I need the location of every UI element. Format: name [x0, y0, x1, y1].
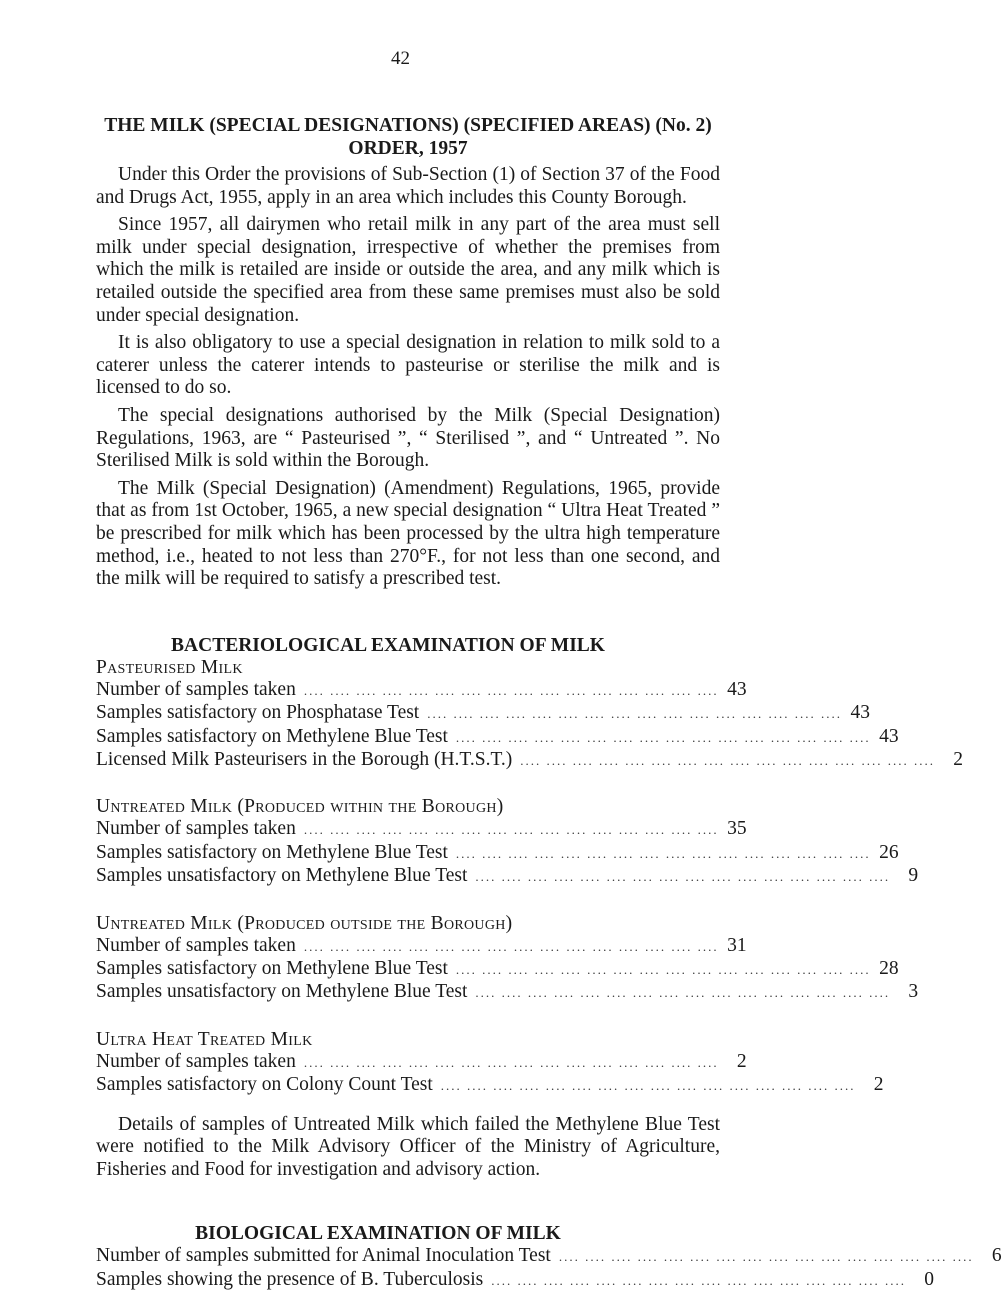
notification-paragraph: Details of samples of Untreated Milk which failed the Methylene Blue Test were notified to the Milk Advisory Officer of the Ministry of Agriculture, Fisheries and Food for investigation and advisory action.	[96, 1113, 720, 1180]
table-row: Number of samples taken .... .... .... .... .... .... .... .... .... .... .... .... .... .... .... .... 31	[96, 934, 747, 956]
table-row: Number of samples taken .... .... .... .... .... .... .... .... .... .... .... .... .... .... .... .... 35	[96, 818, 747, 840]
table-row: Samples satisfactory on Phosphatase Test .... .... .... .... .... .... .... .... .... .... .... .... .... .... .... .... 43	[96, 702, 870, 724]
subhead-untreated-outside: Untreated Milk (Produced outside the Borough)	[96, 912, 513, 934]
order-heading-line1: THE MILK (SPECIAL DESIGNATIONS) (SPECIFIED AREAS) (No. 2)	[104, 115, 712, 136]
subhead-ultra-heat-treated: Ultra Heat Treated Milk	[96, 1028, 313, 1050]
table-row: Number of samples taken .... .... .... .... .... .... .... .... .... .... .... .... .... .... .... .... 43	[96, 678, 747, 700]
paragraph-3: It is also obligatory to use a special designation in relation to milk sold to a caterer unless the caterer intends to pasteurise or sterilise the milk and is licensed to do so.	[96, 332, 720, 399]
subhead-untreated-within: Untreated Milk (Produced within the Borough)	[96, 796, 504, 818]
page-number: 42	[391, 48, 410, 69]
table-row: Licensed Milk Pasteurisers in the Borough (H.T.S.T.) .... .... .... .... .... .... .... .... .... .... .... .... .... .... .... .... 2	[96, 748, 964, 770]
order-heading-line2: ORDER, 1957	[348, 138, 468, 159]
paragraph-5: The Milk (Special Designation) (Amendment) Regulations, 1965, provide that as from 1st October, 1965, a new special designation “ Ultra Heat Treated ” be prescribed for milk which has been processed by the ultra high temperature method, i.e., heated to not less than 270°F., for not less than one second, and the milk will be required to satisfy a prescribed test.	[96, 477, 720, 590]
table-row: Samples satisfactory on Colony Count Test .... .... .... .... .... .... .... .... .... .... .... .... .... .... .... .... 2	[96, 1074, 884, 1096]
table-row: Samples unsatisfactory on Methylene Blue Test .... .... .... .... .... .... .... .... .... .... .... .... .... .... .... .... 9	[96, 865, 919, 887]
table-row: Samples satisfactory on Methylene Blue Test .... .... .... .... .... .... .... .... .... .... .... .... .... .... .... .... 28	[96, 957, 899, 979]
subhead-pasteurised: Pasteurised Milk	[96, 656, 243, 678]
page-content	[96, 114, 1002, 1292]
table-row: Number of samples taken .... .... .... .... .... .... .... .... .... .... .... .... .... .... .... .... 2	[96, 1050, 747, 1072]
table-row: Samples satisfactory on Methylene Blue Test .... .... .... .... .... .... .... .... .... .... .... .... .... .... .... .... 26	[96, 841, 899, 863]
bacteriological-title: BACTERIOLOGICAL EXAMINATION OF MILK	[171, 634, 605, 656]
table-row: Number of samples submitted for Animal Inoculation Test .... .... .... .... .... .... .... .... .... .... .... .... .... .... .... .... 6	[96, 1245, 1002, 1267]
table-row: Samples satisfactory on Methylene Blue Test .... .... .... .... .... .... .... .... .... .... .... .... .... .... .... .... 43	[96, 725, 899, 747]
paragraph-1: Under this Order the provisions of Sub-Section (1) of Section 37 of the Food and Drugs Act, 1955, apply in an area which includes this County Borough.	[96, 164, 720, 208]
table-row: Samples unsatisfactory on Methylene Blue Test .... .... .... .... .... .... .... .... .... .... .... .... .... .... .... .... 3	[96, 981, 919, 1003]
biological-title: BIOLOGICAL EXAMINATION OF MILK	[195, 1223, 561, 1245]
paragraph-4: The special designations authorised by the Milk (Special Designation) Regulations, 1963, are “ Pasteurised ”, “ Sterilised ”, and “ Untreated ”. No Sterilised Milk is sold within the Borough.	[96, 404, 720, 472]
paragraph-2: Since 1957, all dairymen who retail milk in any part of the area must sell milk under special designation, irrespective of whether the premises from which the milk is retailed are inside or outside the area, and any milk which is retailed outside the specified area from these same premises must also be sold under special designation.	[96, 214, 720, 326]
table-row: Samples showing the presence of B. Tuberculosis .... .... .... .... .... .... .... .... .... .... .... .... .... .... .... .... 0	[96, 1268, 935, 1290]
